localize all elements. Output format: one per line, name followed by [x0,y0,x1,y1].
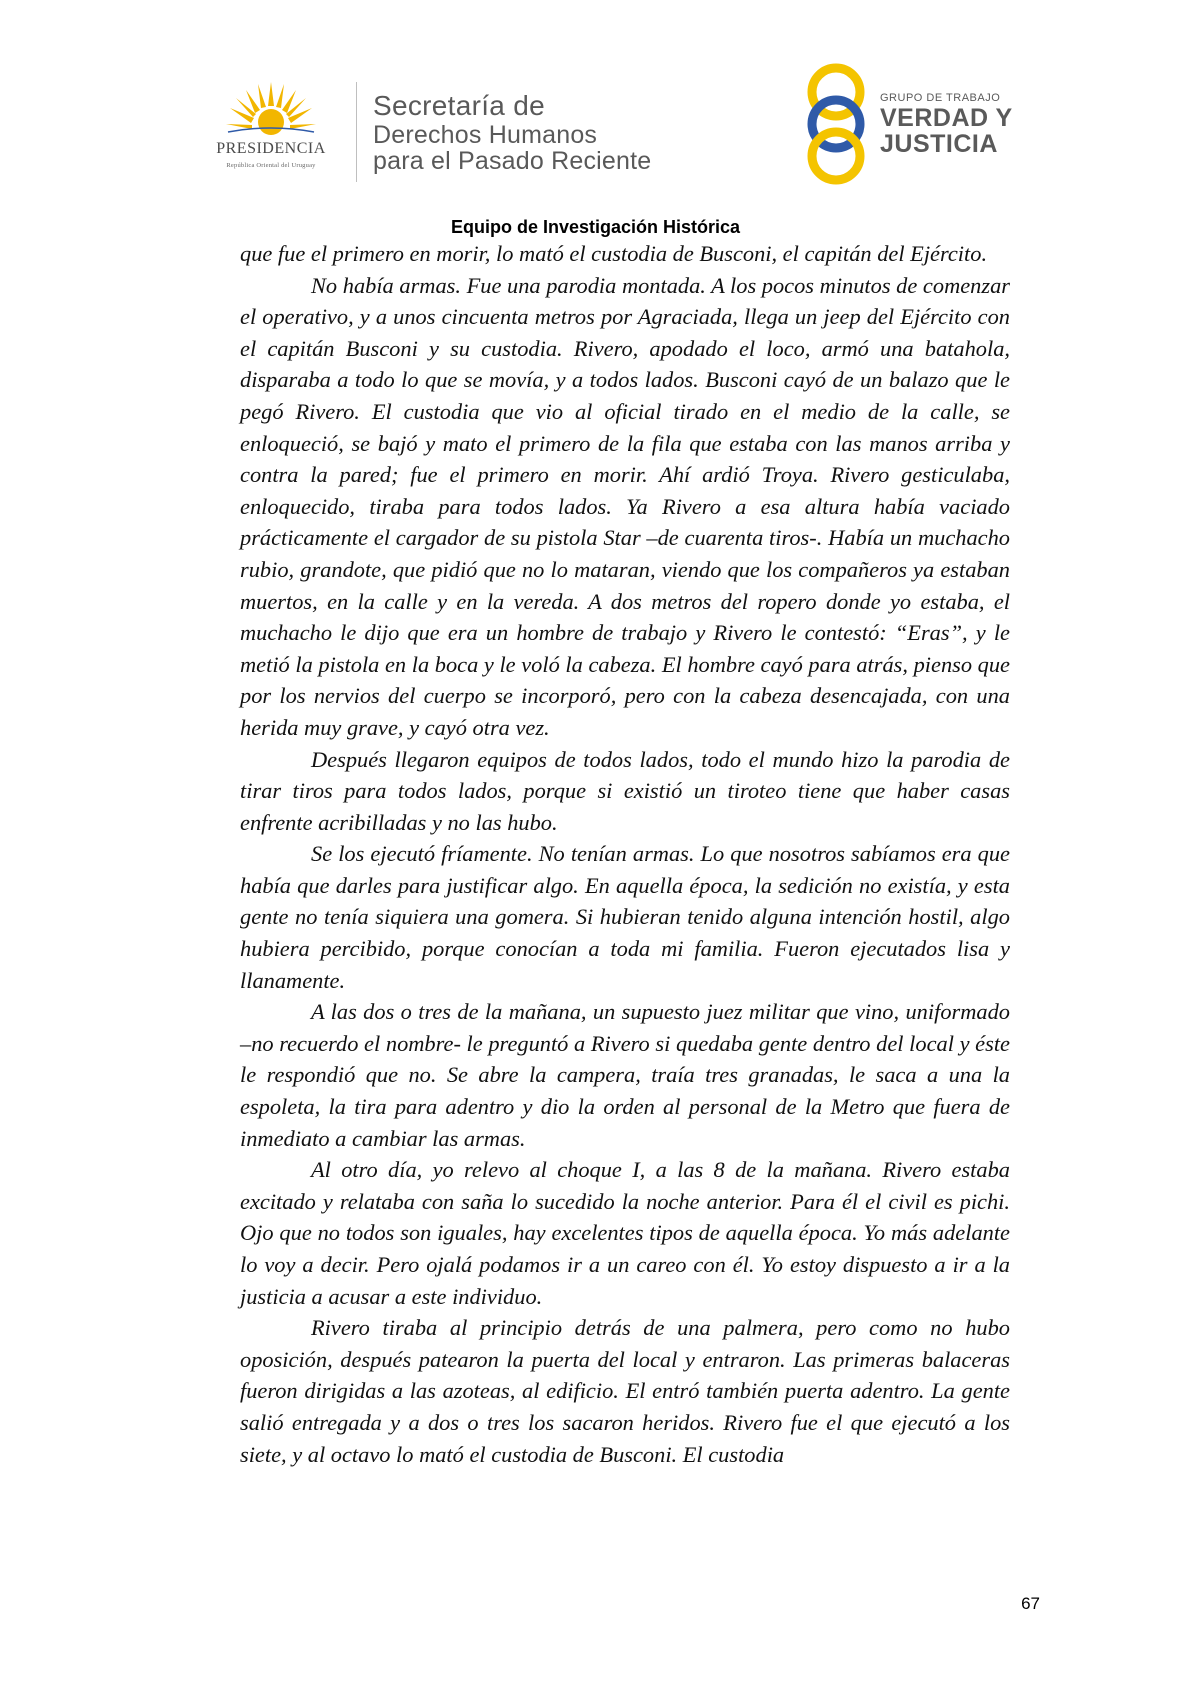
paragraph: Después llegaron equipos de todos lados, todo el mundo hizo la parodia de tirar tiros para todos lados, porque si existió un tiroteo tiene que haber casas enfrente acribilladas y no las hubo. [240,746,1010,835]
verdad-label: VERDAD Y [880,104,1013,132]
sun-emblem-icon [226,80,316,142]
secretaria-line1: Secretaría de [373,90,545,121]
presidencia-subtitle: República Oriental del Uruguay [226,162,316,169]
paragraph-continuation: que fue el primero en morir, lo mató el custodia de Busconi, el capitán del Ejército. [240,241,988,266]
interlocked-rings-icon [800,62,880,187]
secretaria-title [373,92,651,174]
page-number: 67 [1021,1594,1040,1613]
grupo-label: GRUPO DE TRABAJO [880,92,1001,104]
verdad-justicia-logo [800,62,1020,187]
justicia-label: JUSTICIA [880,130,998,158]
paragraph: No había armas. Fue una parodia montada. A los pocos minutos de comenzar el operativo, y a unos cincuenta metros por Agraciada, llega un jeep del Ejército con el capitán Busconi y su custodia. Rivero, apodado el loco, armó una batahola, disparaba a todo lo que se movía, y a todos lados. Busconi cayó de un balazo que le pegó Rivero. El custodia que vio al oficial tirado en el medio de la calle, se enloqueció, se bajó y mato el primero de la fila que estaba con las manos arriba y contra la pared; fue el primero en morir. Ahí ardió Troya. Rivero gesticulaba, enloquecido, tiraba para todos lados. Ya Rivero a esa altura había vaciado prácticamente el cargador de su pistola Star –de cuarenta tiros-. Había un muchacho rubio, grandote, que pidió que no lo mataran, viendo que los compañeros ya estaban muertos, en la calle y en la vereda. A dos metros del ropero donde yo estaba, el muchacho le dijo que era un hombre de trabajo y Rivero le contestó: “Eras”, y le metió la pistola en la boca y le voló la cabeza. El hombre cayó para atrás, pienso que por los nervios del cuerpo se incorporó, pero con la cabeza desencajada, con una herida muy grave, y cayó otra vez. [240,272,1010,740]
paragraph: Rivero tiraba al principio detrás de una palmera, pero como no hubo oposición, después patearon la puerta del local y entraron. Las primeras balaceras fueron dirigidas a las azoteas, al edificio. El entró también puerta adentro. La gente salió entregada y a dos o tres los sacaron heridos. Rivero fue el que ejecutó a los siete, y al octavo lo mató el custodia de Busconi. El custodia [240,1315,1010,1467]
paragraph: Se los ejecutó fríamente. No tenían armas. Lo que nosotros sabíamos era que había que darles para justificar algo. En aquella época, la sedición no existía, y esta gente no tenía siquiera una gomera. Si hubieran tenido alguna intención hostil, algo hubiera percibido, porque conocían a toda mi familia. Fueron ejecutados lisa y llanamente. [240,841,1010,993]
page-header [0,0,1191,210]
paragraph: Al otro día, yo relevo al choque I, a las 8 de la mañana. Rivero estaba excitado y relataba con saña lo sucedido la noche anterior. Para él el civil es pichi. Ojo que no todos son iguales, hay excelentes tipos de aquella época. Yo más adelante lo voy a decir. Pero ojalá podamos ir a un careo con él. Yo estoy dispuesto a ir a la justicia a acusar a este individuo. [240,1157,1010,1309]
body-text [240,238,1010,1470]
team-title: Equipo de Investigación Histórica [450,217,741,237]
paragraph: A las dos o tres de la mañana, un supuesto juez militar que vino, uniformado –no recuerdo el nombre- le preguntó a Rivero si quedaba gente dentro del local y éste le respondió que no. Se abre la campera, traía tres granadas, le saca a una la espoleta, la tira para adentro y dio la orden al personal de la Metro que fuera de inmediato a cambiar las armas. [240,999,1010,1151]
logo-divider [356,82,357,182]
presidencia-logo [196,80,346,180]
secretaria-line3: para el Pasado Reciente [373,147,652,175]
presidencia-name: PRESIDENCIA [216,140,326,157]
secretaria-line2: Derechos Humanos [373,121,598,149]
